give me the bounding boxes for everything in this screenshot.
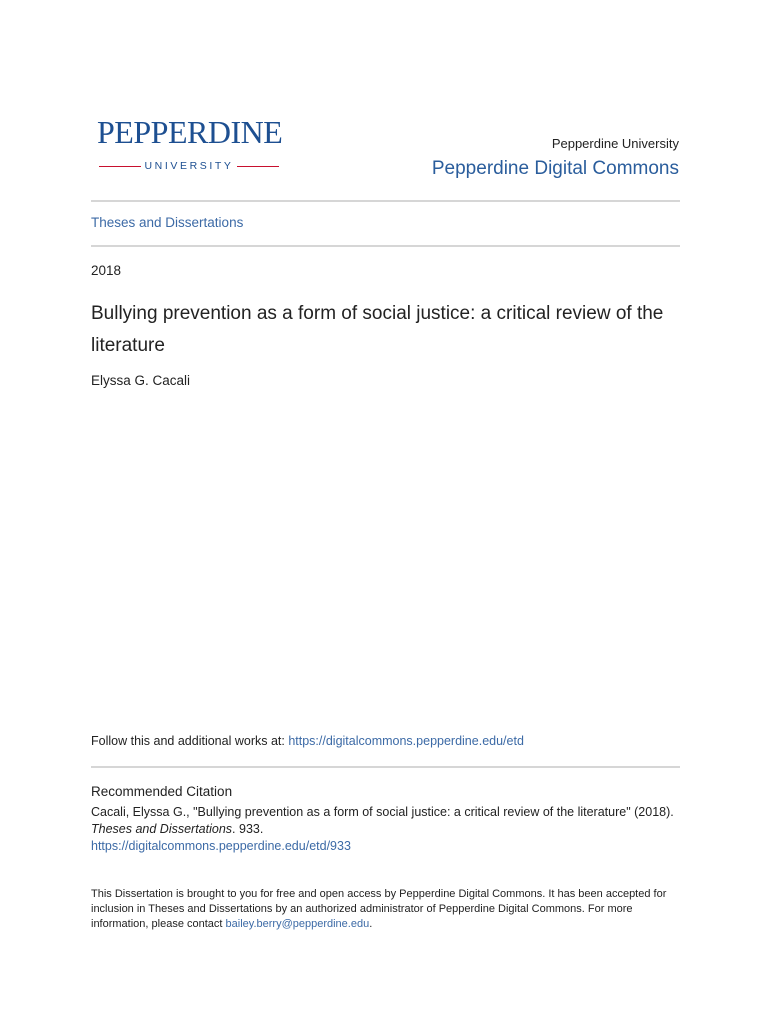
citation-series: Theses and Dissertations <box>91 822 233 836</box>
follow-line <box>91 734 524 748</box>
access-notice <box>91 887 681 932</box>
author-name: Elyssa G. Cacali <box>91 373 191 388</box>
notice-text: This Dissertation is brought to you for free and open access by Pepperdine Digital Commons. It has been accepted for inclusion in Theses and Dissertations by an authorized administrator of Pepperdine Digital Commons. For more information, please contact <box>91 888 667 930</box>
citation-url-link[interactable]: https://digitalcommons.pepperdine.edu/etd/933 <box>91 839 351 853</box>
divider <box>91 200 680 202</box>
institution-name: Pepperdine University <box>551 136 679 151</box>
contact-email-link[interactable]: bailey.berry@pepperdine.edu <box>225 918 370 930</box>
citation-text: Cacali, Elyssa G., "Bullying prevention as a form of social justice: a critical review of the literature" (2018). <box>91 805 674 819</box>
publication-year: 2018 <box>91 263 122 278</box>
citation-number: . 933. <box>232 822 264 836</box>
divider <box>91 766 680 768</box>
pepperdine-logo <box>97 114 281 176</box>
repository-name[interactable]: Pepperdine Digital Commons <box>431 158 679 179</box>
follow-url-link[interactable]: https://digitalcommons.pepperdine.edu/etd <box>288 734 524 748</box>
notice-end: . <box>369 918 373 930</box>
logo-wordmark: PEPPERDINE <box>97 114 283 150</box>
logo-subtitle: UNIVERSITY <box>144 160 234 172</box>
citation-block <box>91 804 691 855</box>
document-title: Bullying prevention as a form of social justice: a critical review of the literature <box>91 303 664 356</box>
logo-rule-right <box>237 166 279 167</box>
divider <box>91 245 680 247</box>
recommended-citation-heading: Recommended Citation <box>91 784 233 799</box>
follow-prefix: Follow this and additional works at: <box>91 734 289 748</box>
collection-link[interactable]: Theses and Dissertations <box>91 215 244 230</box>
